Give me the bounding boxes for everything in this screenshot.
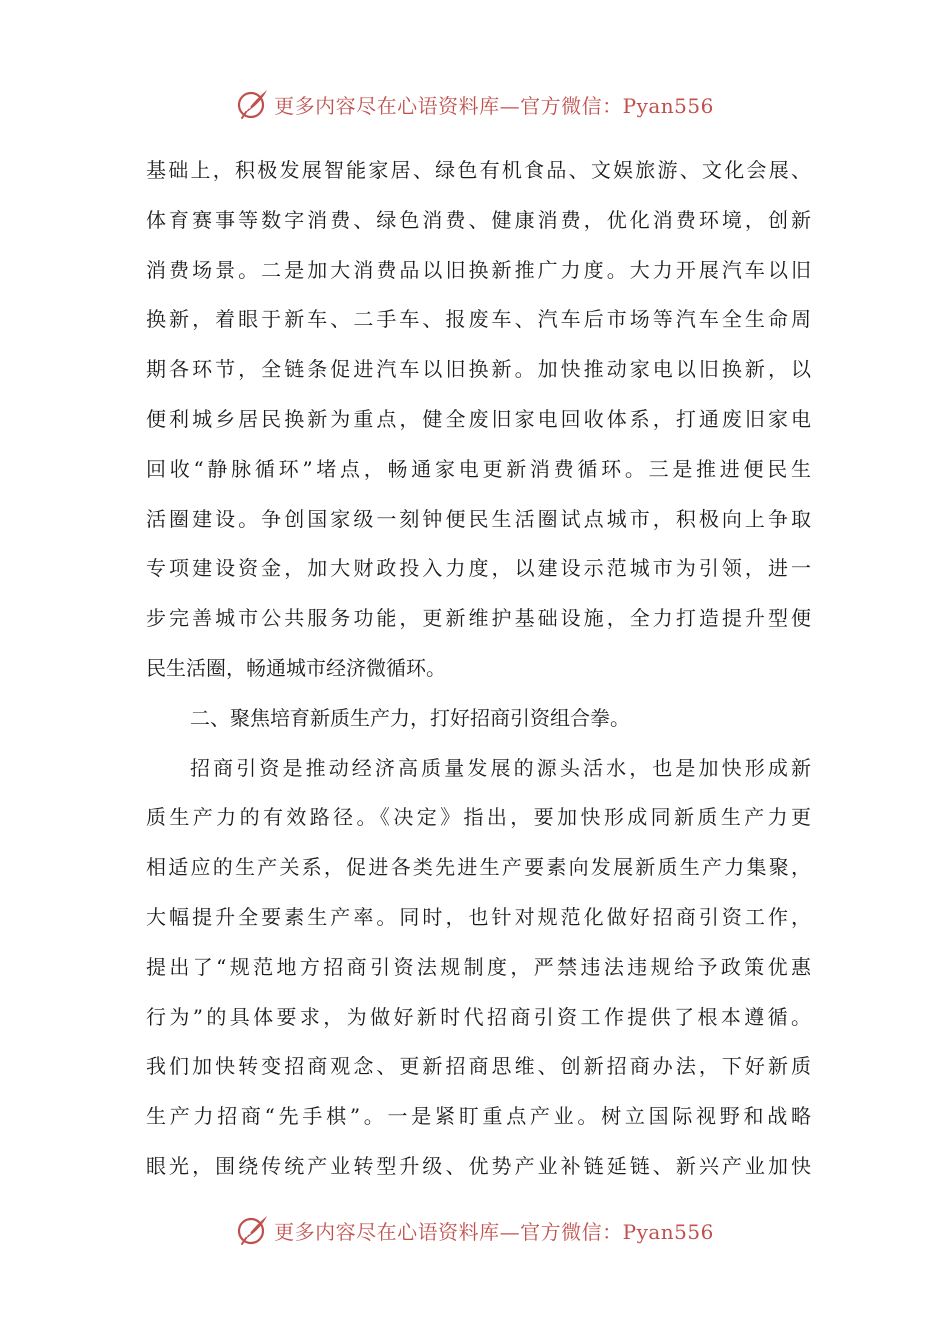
text-line: 我们加快转变招商观念、更新招商思维、创新招商办法，下好新质	[146, 1054, 811, 1079]
watermark-text: 更多内容尽在心语资料库—官方微信：Pyan556	[274, 93, 714, 118]
quill-pen-logo-icon	[236, 1213, 270, 1247]
text-line: 回收“静脉循环”堵点，畅通家电更新消费循环。三是推进便民生	[146, 456, 811, 481]
text-line: 行为”的具体要求，为做好新时代招商引资工作提供了根本遵循。	[146, 1004, 811, 1029]
header-watermark	[0, 84, 950, 124]
text-line: 招商引资是推动经济高质量发展的源头活水，也是加快形成新	[190, 755, 811, 780]
section-heading	[146, 694, 811, 744]
text-line: 相适应的生产关系，促进各类先进生产要素向发展新质生产力集聚，	[146, 855, 811, 880]
text-line: 消费场景。二是加大消费品以旧换新推广力度。大力开展汽车以旧	[146, 257, 811, 282]
paragraph	[146, 146, 811, 694]
text-line: 质生产力的有效路径。《决定》指出，要加快形成同新质生产力更	[146, 805, 811, 830]
text-line: 体育赛事等数字消费、绿色消费、健康消费，优化消费环境，创新	[146, 207, 811, 232]
text-line: 活圈建设。争创国家级一刻钟便民生活圈试点城市，积极向上争取	[146, 506, 811, 531]
heading-line: 二、聚焦培育新质生产力，打好招商引资组合拳。	[190, 705, 630, 730]
text-line: 眼光，围绕传统产业转型升级、优势产业补链延链、新兴产业加快	[146, 1153, 811, 1178]
text-line: 期各环节，全链条促进汽车以旧换新。加快推动家电以旧换新，以	[146, 357, 811, 382]
text-line: 生产力招商“先手棋”。一是紧盯重点产业。树立国际视野和战略	[146, 1104, 811, 1129]
text-line: 基础上，积极发展智能家居、绿色有机食品、文娱旅游、文化会展、	[146, 158, 811, 182]
text-line: 大幅提升全要素生产率。同时，也针对规范化做好招商引资工作，	[146, 904, 811, 929]
document-body	[146, 146, 811, 1192]
footer-watermark	[0, 1210, 950, 1250]
text-line: 提出了“规范地方招商引资法规制度，严禁违法违规给予政策优惠	[146, 954, 811, 979]
text-line: 专项建设资金，加大财政投入力度，以建设示范城市为引领，进一	[146, 556, 811, 581]
quill-pen-logo-icon	[236, 87, 270, 121]
text-line: 步完善城市公共服务功能，更新维护基础设施，全力打造提升型便	[146, 606, 811, 631]
text-line: 民生活圈，畅通城市经济微循环。	[146, 655, 446, 680]
paragraph	[146, 744, 811, 1192]
text-line: 便利城乡居民换新为重点，健全废旧家电回收体系，打通废旧家电	[146, 406, 811, 431]
text-line: 换新，着眼于新车、二手车、报废车、汽车后市场等汽车全生命周	[146, 307, 811, 332]
watermark-text: 更多内容尽在心语资料库—官方微信：Pyan556	[274, 1219, 714, 1244]
